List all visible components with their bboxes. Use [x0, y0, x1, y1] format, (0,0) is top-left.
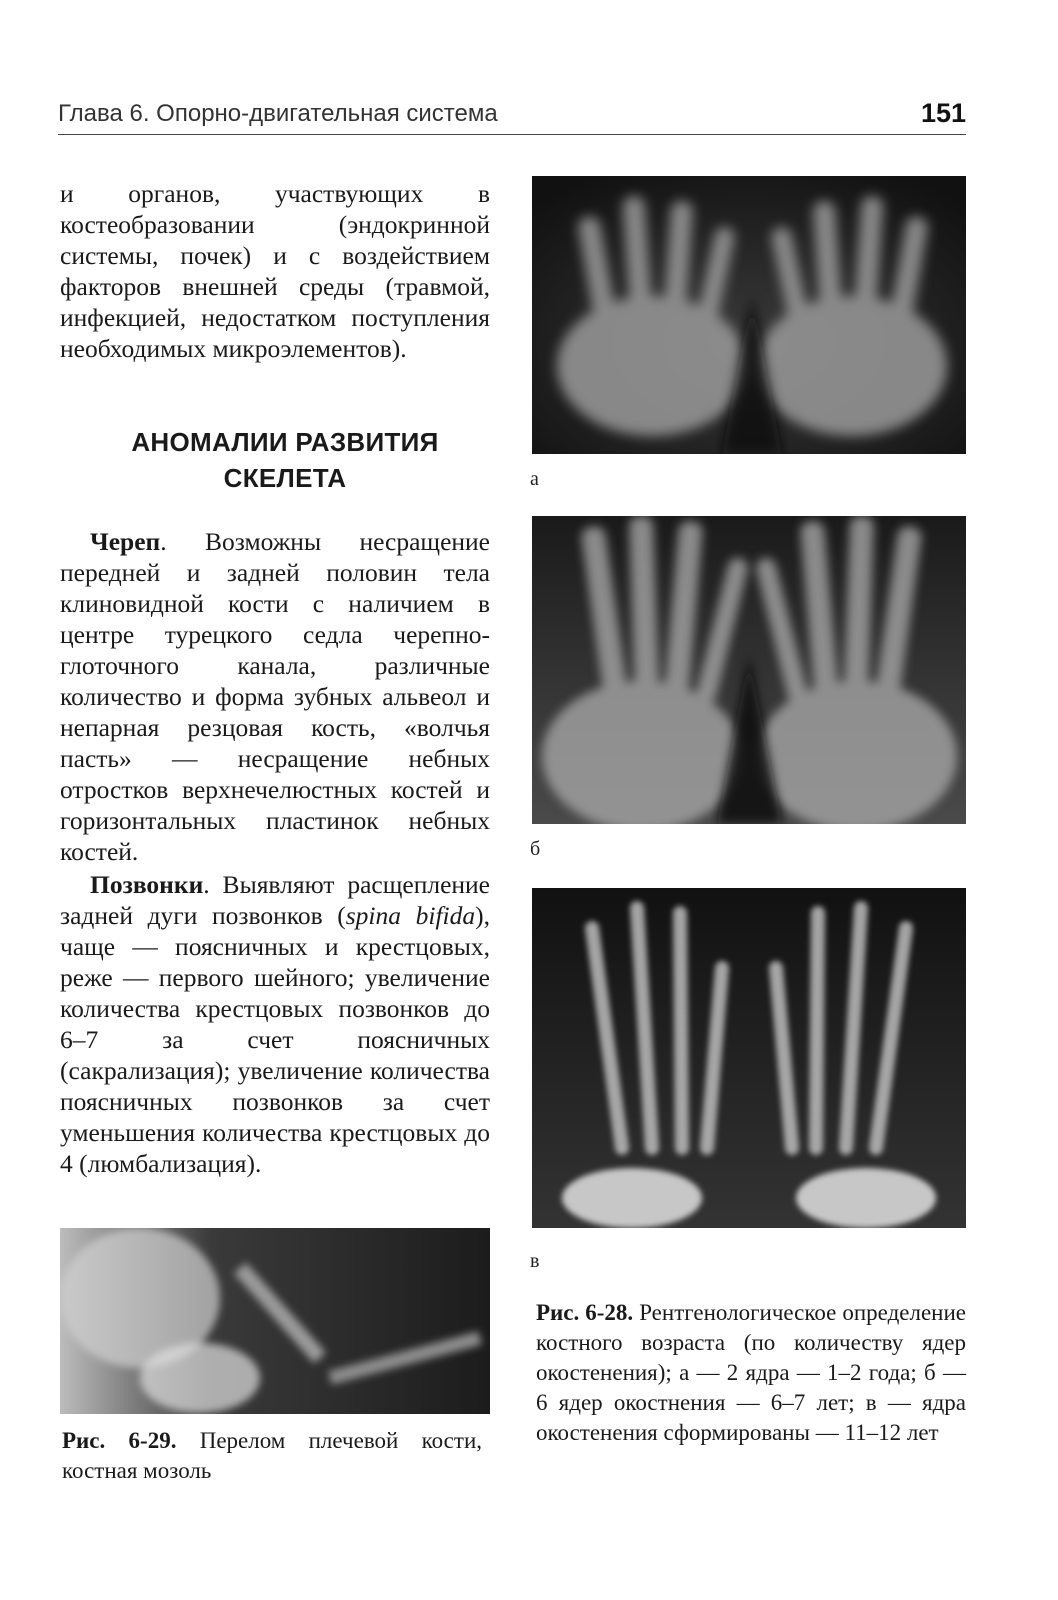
spine-latin-term: spina bifida — [345, 901, 476, 930]
figure-6-29-caption — [62, 1426, 482, 1486]
xray-hands-c-image — [532, 888, 966, 1228]
figure-6-28-label-c: в — [530, 1250, 540, 1272]
spine-paragraph — [60, 869, 490, 1179]
skull-text: . Возможны несращение передней и задней половин тела клиновидной кости с наличием в центре турецкого седла черепно-глоточного канала, различные количество и форма зубных альвеол и непарная резцовая кость, «волчья пасть» — несращение небных отростков верхнечелюстных костей и горизонтальных пластинок небных костей. — [60, 527, 490, 866]
header-rule — [58, 134, 966, 135]
figure-6-28-caption-label: Рис. 6-28. — [536, 1300, 634, 1325]
section-title-line1: АНОМАЛИИ РАЗВИТИЯ — [131, 427, 439, 457]
figure-6-28-caption — [536, 1298, 966, 1448]
section-title — [80, 424, 490, 496]
xray-humerus-fracture — [60, 1228, 490, 1414]
running-header: Глава 6. Опорно-двигательная система — [58, 100, 498, 127]
figure-6-28-label-b: б — [530, 838, 541, 860]
spine-text-2: ), чаще — поясничных и крестцовых, реже — первого шейного; увеличение количества крестцовых позвонков до 6–7 за счет поясничных (сакрализация); увеличение количества поясничных позвонков за счет уменьшения количества крестцовых до 4 (люмбализация). — [60, 901, 490, 1178]
intro-paragraph: и органов, участвующих в костеобразовании (эндокринной системы, почек) и с воздействием факторов внешней среды (травмой, инфекцией, недостатком поступления необходимых микроэлементов). — [60, 179, 490, 363]
xray-hands-a-image — [532, 176, 966, 454]
figure-6-28-label-a: а — [530, 468, 539, 490]
xray-hands-b-image — [532, 516, 966, 824]
xray-humerus-image — [60, 1228, 490, 1414]
spine-text-1: . Выявляют расщепление задней дуги позвонков ( — [60, 870, 490, 930]
page-number: 151 — [920, 98, 966, 128]
section-title-line2: СКЕЛЕТА — [223, 463, 347, 493]
figure-6-28-caption-text: Рентгенологическое определение костного возраста (по количеству ядер окостенения); а — 2 ядра — 1–2 года; б — 6 ядер окостнения — 6–7 лет; в — ядра окостенения сформированы — 11–12 лет — [536, 1300, 967, 1445]
skull-paragraph — [60, 526, 490, 867]
xray-hands-a — [532, 176, 966, 454]
figure-6-29-caption-text: Перелом плечевой кости, костная мозоль — [62, 1428, 483, 1483]
xray-hands-c — [532, 888, 966, 1228]
figure-6-29-caption-label: Рис. 6-29. — [62, 1428, 177, 1453]
left-text-column — [60, 178, 490, 1179]
skull-run-in: Череп — [90, 527, 161, 556]
xray-hands-b — [532, 516, 966, 824]
spine-run-in: Позвонки — [90, 870, 204, 899]
